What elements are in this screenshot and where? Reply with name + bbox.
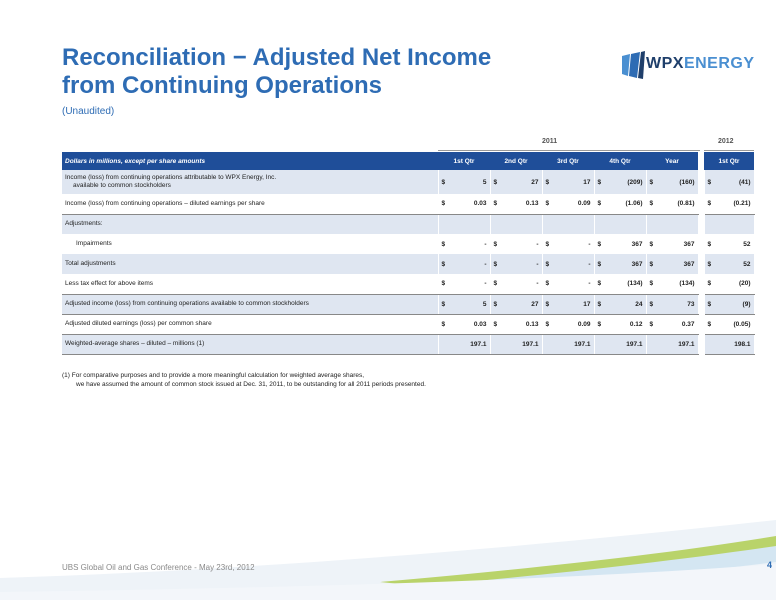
row-label: Impairments (62, 234, 438, 254)
cell-q1: $ 5 (438, 170, 490, 194)
cell-q3: $ 0.09 (542, 314, 594, 334)
company-logo (620, 50, 755, 80)
page-title (62, 44, 491, 100)
logo-text-wpx: WPX (646, 55, 684, 72)
cell-year: $ 367 (646, 234, 698, 254)
row-label: Income (loss) from continuing operations – diluted earnings per share (62, 194, 438, 214)
header-q1: 1st Qtr (438, 152, 490, 170)
cell-q2: $ 0.13 (490, 194, 542, 214)
cell-q1-2012: $ (0.05) (704, 314, 754, 334)
cell-year: $ 0.37 (646, 314, 698, 334)
cell-year (646, 214, 698, 234)
cell-year: $ (0.81) (646, 194, 698, 214)
row-label: Adjustments: (62, 214, 438, 234)
cell-q4: $ 367 (594, 254, 646, 274)
cell-q4: 197.1 (594, 334, 646, 354)
cell-q1: $ 5 (438, 294, 490, 314)
cell-q2: $ - (490, 234, 542, 254)
cell-q1-2012: $ (0.21) (704, 194, 754, 214)
row-label: Adjusted income (loss) from continuing operations available to common stockholders (62, 294, 438, 314)
footer-swoosh-decoration (0, 500, 776, 600)
cell-q4: $ 24 (594, 294, 646, 314)
cell-q3: $ 17 (542, 294, 594, 314)
cell-q2 (490, 214, 542, 234)
cell-q2: $ 27 (490, 170, 542, 194)
cell-q4: $ 367 (594, 234, 646, 254)
cell-q3: 197.1 (542, 334, 594, 354)
cell-q3: $ 17 (542, 170, 594, 194)
cell-year: $ (160) (646, 170, 698, 194)
cell-q2: $ 0.13 (490, 314, 542, 334)
cell-q1: $ - (438, 254, 490, 274)
table-header-row (62, 152, 754, 170)
cell-q2: 197.1 (490, 334, 542, 354)
cell-year: 197.1 (646, 334, 698, 354)
title-line-1: Reconciliation − Adjusted Net Income (62, 44, 492, 71)
cell-q3: $ - (542, 254, 594, 274)
footnote-line-1: (1) For comparative purposes and to provide a more meaningful calculation for weighted average shares, (62, 372, 365, 379)
cell-q1: 197.1 (438, 334, 490, 354)
cell-q1: $ 0.03 (438, 314, 490, 334)
table-row (62, 294, 754, 314)
year-rule-2012 (704, 150, 754, 151)
cell-q4: $ (209) (594, 170, 646, 194)
cell-q3: $ 0.09 (542, 194, 594, 214)
table-row (62, 254, 754, 274)
row-label: Total adjustments (62, 254, 438, 274)
header-year: Year (646, 152, 698, 170)
table-row (62, 194, 754, 214)
cell-q3: $ - (542, 274, 594, 294)
header-q1-2012: 1st Qtr (704, 152, 754, 170)
cell-q2: $ - (490, 274, 542, 294)
logo-text-energy: ENERGY (683, 55, 755, 72)
cell-q1 (438, 214, 490, 234)
reconciliation-table (62, 152, 755, 355)
year-label-2011: 2011 (542, 138, 558, 145)
header-q4: 4th Qtr (594, 152, 646, 170)
header-label: Dollars in millions, except per share amounts (62, 152, 438, 170)
header-q2: 2nd Qtr (490, 152, 542, 170)
title-line-2: from Continuing Operations (62, 72, 382, 99)
wpx-logo-mark-icon (620, 50, 646, 80)
cell-q1-2012: $ (41) (704, 170, 754, 194)
cell-q1: $ 0.03 (438, 194, 490, 214)
cell-year: $ 73 (646, 294, 698, 314)
cell-q4: $ (1.06) (594, 194, 646, 214)
table-row (62, 170, 754, 194)
cell-q2: $ - (490, 254, 542, 274)
row-label: Income (loss) from continuing operations attributable to WPX Energy, Inc. available to common stockholders (62, 170, 438, 194)
cell-q1-2012: 198.1 (704, 334, 754, 354)
footer-text: UBS Global Oil and Gas Conference - May 23rd, 2012 (62, 563, 255, 572)
header-q3: 3rd Qtr (542, 152, 594, 170)
cell-q4 (594, 214, 646, 234)
footnote (62, 371, 582, 389)
cell-year: $ (134) (646, 274, 698, 294)
table-row (62, 334, 754, 354)
cell-q2: $ 27 (490, 294, 542, 314)
table-row (62, 314, 754, 334)
cell-q3: $ - (542, 234, 594, 254)
cell-q1-2012: $ 52 (704, 254, 754, 274)
cell-q1-2012: $ (9) (704, 294, 754, 314)
cell-q1: $ - (438, 234, 490, 254)
cell-q1: $ - (438, 274, 490, 294)
cell-q4: $ (134) (594, 274, 646, 294)
cell-q1-2012: $ (20) (704, 274, 754, 294)
row-label: Less tax effect for above items (62, 274, 438, 294)
logo-wordmark (646, 55, 755, 73)
page-number: 4 (766, 560, 772, 570)
year-label-2012: 2012 (718, 138, 734, 145)
row-label: Weighted-average shares – diluted – millions (1) (62, 334, 438, 354)
cell-q1-2012 (704, 214, 754, 234)
table-row (62, 274, 754, 294)
year-rule-2011 (438, 150, 700, 151)
cell-year: $ 367 (646, 254, 698, 274)
row-label: Adjusted diluted earnings (loss) per common share (62, 314, 438, 334)
page-subtitle: (Unaudited) (62, 106, 115, 117)
cell-q3 (542, 214, 594, 234)
table-row (62, 234, 754, 254)
table-row (62, 214, 754, 234)
cell-q1-2012: $ 52 (704, 234, 754, 254)
footnote-line-2: we have assumed the amount of common stock issued at Dec. 31, 2011, to be outstanding for all 2011 periods presented. (76, 381, 426, 388)
cell-q4: $ 0.12 (594, 314, 646, 334)
